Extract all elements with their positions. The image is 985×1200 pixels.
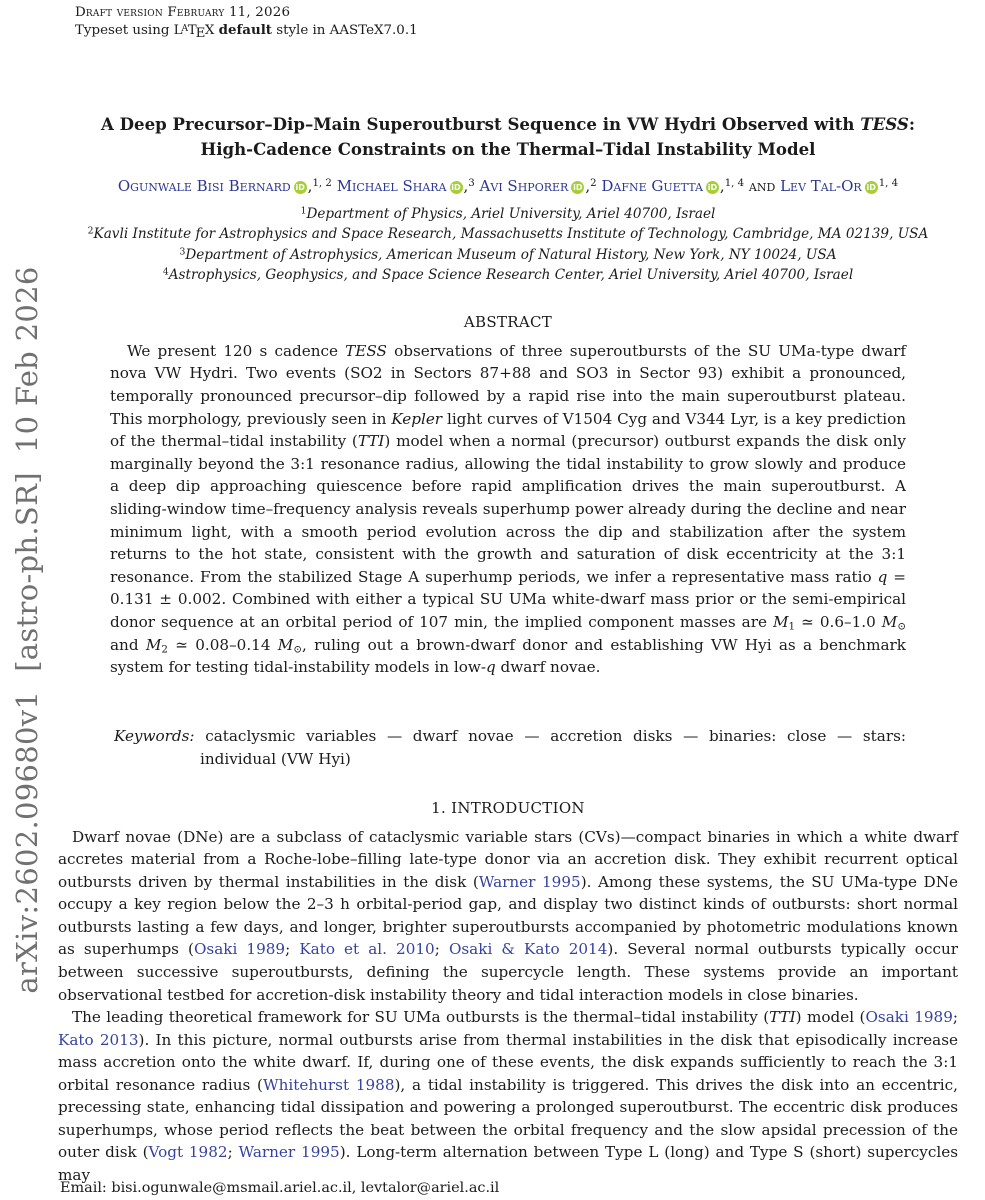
- text-run: ,: [307, 176, 313, 195]
- author-name: Lev Tal-Or: [780, 176, 862, 195]
- citation-link[interactable]: Osaki 1989: [193, 940, 286, 959]
- text-run: 2: [161, 643, 168, 656]
- draft-version-line: Draft version February 11, 2026: [75, 5, 291, 20]
- intro-paragraph-1: [58, 826, 958, 1006]
- email-label: Email:: [60, 1180, 112, 1196]
- text-run: ), a tidal instability is triggered. This drives the disk into an eccentric, precessing state, enhancing tidal dissipation and powering a prolonged superoutburst. The eccentric disk produces superhumps, whose period reflects the beat between the orbital frequency and the slow apsidal precession of the outer disk (: [58, 1075, 958, 1162]
- text-run: 3: [468, 177, 475, 189]
- text-run: Dwarf novae (DNe) are a subclass of cataclysmic variable stars (CVs)—compact binaries in which a white dwarf accretes material from a Roche-lobe–filling late-type donor via an accretion disk. They exhibit recurrent optical outbursts driven by thermal instabilities in the disk (: [58, 827, 958, 891]
- orcid-icon[interactable]: iD: [866, 182, 876, 192]
- text-run: A: [181, 24, 189, 34]
- text-run: 3: [179, 246, 186, 258]
- text-run: and: [110, 635, 146, 654]
- affiliation-list: [58, 204, 958, 286]
- email-footnote: [60, 1180, 499, 1196]
- paper-title: [58, 112, 958, 162]
- text-run: ;: [227, 1143, 239, 1162]
- text-run: Department of Astrophysics, American Museum of Natural History, New York, NY 10024, USA: [185, 246, 837, 263]
- affiliation-line: [58, 265, 958, 286]
- orcid-icon[interactable]: iD: [573, 182, 583, 192]
- typeset-line: [75, 21, 958, 42]
- section-heading-introduction: 1. INTRODUCTION: [431, 798, 585, 817]
- text-run: 2: [590, 177, 597, 189]
- text-run: A Deep Precursor–Dip–Main Superoutburst Sequence in VW Hydri Observed with: [100, 113, 861, 134]
- text-run: T: [187, 22, 197, 38]
- keywords-block: [114, 725, 906, 771]
- text-run: X: [204, 22, 219, 38]
- text-run: ). In this picture, normal outbursts arise from thermal instabilities in the disk that episodically increase mass accretion onto the white dwarf. If, during one of these events, the disk expands sufficiently to reach the 3:1 orbital resonance radius (: [58, 1030, 958, 1094]
- text-run: observations of three superoutbursts of the SU UMa-type dwarf nova VW Hydri. Two events (SO2 in Sectors 87+88 and SO3 in Sector 93) exhibit a pronounced, temporally pronounced precursor–dip followed by a rapid rise into the main superoutburst plateau. This morphology, previously seen in: [110, 341, 907, 428]
- arxiv-sidebar-stamp: arXiv:2602.09680v1 [astro-ph.SR] 10 Feb 2026: [10, 266, 44, 994]
- text-run: ) model (: [795, 1008, 866, 1027]
- paper-content: [58, 0, 958, 1187]
- text-run: ≃ 0.6–1.0: [795, 612, 882, 631]
- citation-link[interactable]: Osaki & Kato 2014: [448, 940, 608, 959]
- citation-link[interactable]: Osaki 1989: [865, 1008, 953, 1027]
- text-run: ,: [585, 176, 591, 195]
- text-run: TESS: [860, 113, 909, 134]
- intro-paragraph-2: [58, 1006, 958, 1186]
- author-list: [58, 177, 958, 195]
- text-run: E: [195, 25, 206, 41]
- abstract-text: [110, 340, 906, 679]
- text-run: ,: [463, 176, 469, 195]
- text-run: ). Long-term alternation between Type L (long) and Type S (short) supercycles may: [58, 1143, 959, 1184]
- paper-title-line2: High-Cadence Constraints on the Thermal–Tidal Instability Model: [200, 138, 816, 159]
- affiliation-line: [58, 245, 958, 266]
- text-run: :: [908, 113, 916, 134]
- text-run: , ruling out a brown-dwarf donor and establishing VW Hyi as a benchmark system for testing tidal-instability models in low-: [110, 635, 906, 677]
- text-run: M: [772, 612, 789, 631]
- text-run: q: [485, 658, 496, 677]
- text-run: Astrophysics, Geophysics, and Space Science Research Center, Ariel University, Ariel 40700, Israel: [168, 267, 854, 284]
- text-run: 1, 4: [724, 177, 745, 189]
- citation-link[interactable]: Vogt 1982: [148, 1143, 228, 1162]
- paper-title-line1: [58, 112, 958, 137]
- email-separator: ,: [351, 1180, 361, 1196]
- email-link-2[interactable]: levtalor@ariel.ac.il: [360, 1180, 500, 1196]
- text-run: ,: [719, 176, 725, 195]
- citation-link[interactable]: Kato 2013: [58, 1030, 139, 1049]
- text-run: light curves of V1504 Cyg and V344 Lyr, is a key prediction of the thermal–tidal instability (: [110, 409, 906, 451]
- text-run: Typeset using L: [75, 22, 183, 38]
- author-name: Ogunwale Bisi Bernard: [117, 176, 291, 195]
- affiliation-line: [58, 224, 958, 245]
- abstract-heading: ABSTRACT: [463, 312, 553, 331]
- citation-link[interactable]: Warner 1995: [238, 1143, 340, 1162]
- text-run: cataclysmic variables — dwarf novae — accretion disks — binaries: close — stars: individual (VW Hyi): [194, 726, 906, 768]
- text-run: TTI: [769, 1008, 796, 1027]
- text-run: M: [145, 635, 162, 654]
- text-run: ≃ 0.08–0.14: [167, 635, 278, 654]
- text-run: M: [277, 635, 294, 654]
- citation-link[interactable]: Warner 1995: [478, 872, 581, 891]
- text-run: ) model when a normal (precursor) outburst expands the disk only marginally beyond the 3:1 resonance radius, allowing the tidal instability to grow slowly and produce a deep dip approaching quiescence before rapid amplification drives the main superoutburst. A sliding-window time–frequency analysis reveals superhump power already during the decline and near minimum light, with a smooth period evolution across the dip and stabilization after the system returns to the hot state, consistent with the growth and saturation of disk eccentricity at the 3:1 resonance. From the stabilized Stage A superhump periods, we infer a representative mass ratio: [110, 432, 906, 586]
- text-run: ). Several normal outbursts typically occur between successive superoutbursts, defining the supercycle length. These systems provide an important observational testbed for accretion-disk instability theory and tidal interaction models in close binaries.: [58, 940, 959, 1004]
- orcid-icon[interactable]: iD: [451, 182, 461, 192]
- text-run: The leading theoretical framework for SU UMa outbursts is the thermal–tidal instability (: [72, 1008, 770, 1027]
- text-run: 1, 4: [878, 177, 899, 189]
- text-run: style in AASTeX7.0.1: [271, 22, 418, 38]
- text-run: = 0.131 ± 0.002. Combined with either a typical SU UMa white-dwarf mass prior or the semi-empirical donor sequence at an orbital period of 107 min, the implied component masses are: [110, 567, 907, 631]
- text-run: 4: [162, 266, 169, 278]
- citation-link[interactable]: Whitehurst 1988: [263, 1075, 395, 1094]
- text-run: ;: [285, 940, 300, 959]
- text-run: TTI: [357, 432, 385, 451]
- text-run: Kepler: [391, 409, 443, 428]
- text-run: ⊙: [897, 620, 906, 633]
- text-run: ;: [434, 940, 449, 959]
- email-link-1[interactable]: bisi.ogunwale@msmail.ariel.ac.il: [111, 1180, 352, 1196]
- text-run: M: [881, 612, 898, 631]
- text-run: ). Among these systems, the SU UMa-type DNe occupy a key region below the 2–3 h orbital-period gap, and display two distinct kinds of outbursts: short normal outbursts lasting a few days, and longer, brighter superoutbursts accompanied by photometric modulations known as superhumps (: [58, 872, 958, 959]
- author-name: Michael Shara: [336, 176, 447, 195]
- text-run: q: [877, 567, 888, 586]
- author-name: Avi Shporer: [479, 176, 569, 195]
- affiliation-line: [58, 204, 958, 225]
- text-run: default: [218, 21, 272, 38]
- draft-header: [75, 4, 958, 42]
- text-run: 2: [87, 225, 94, 237]
- text-run: We present 120 s cadence: [127, 341, 346, 360]
- text-run: and: [744, 176, 781, 195]
- text-run: Kavli Institute for Astrophysics and Space Research, Massachusetts Institute of Technology, Cambridge, MA 02139, USA: [93, 226, 929, 243]
- text-run: ⊙: [293, 643, 302, 656]
- text-run: ;: [952, 1008, 958, 1027]
- author-name: Dafne Guetta: [601, 176, 703, 195]
- orcid-icon[interactable]: iD: [295, 182, 305, 192]
- orcid-icon[interactable]: iD: [707, 182, 718, 192]
- text-run: dwarf novae.: [495, 658, 601, 677]
- text-run: TESS: [345, 341, 387, 360]
- text-run: Department of Physics, Ariel University, Ariel 40700, Israel: [306, 205, 716, 222]
- text-run: 1, 2: [312, 177, 332, 189]
- text-run: Keywords:: [114, 726, 195, 745]
- text-run: 1: [788, 620, 796, 633]
- citation-link[interactable]: Kato et al. 2010: [299, 940, 435, 959]
- text-run: 1: [300, 205, 307, 217]
